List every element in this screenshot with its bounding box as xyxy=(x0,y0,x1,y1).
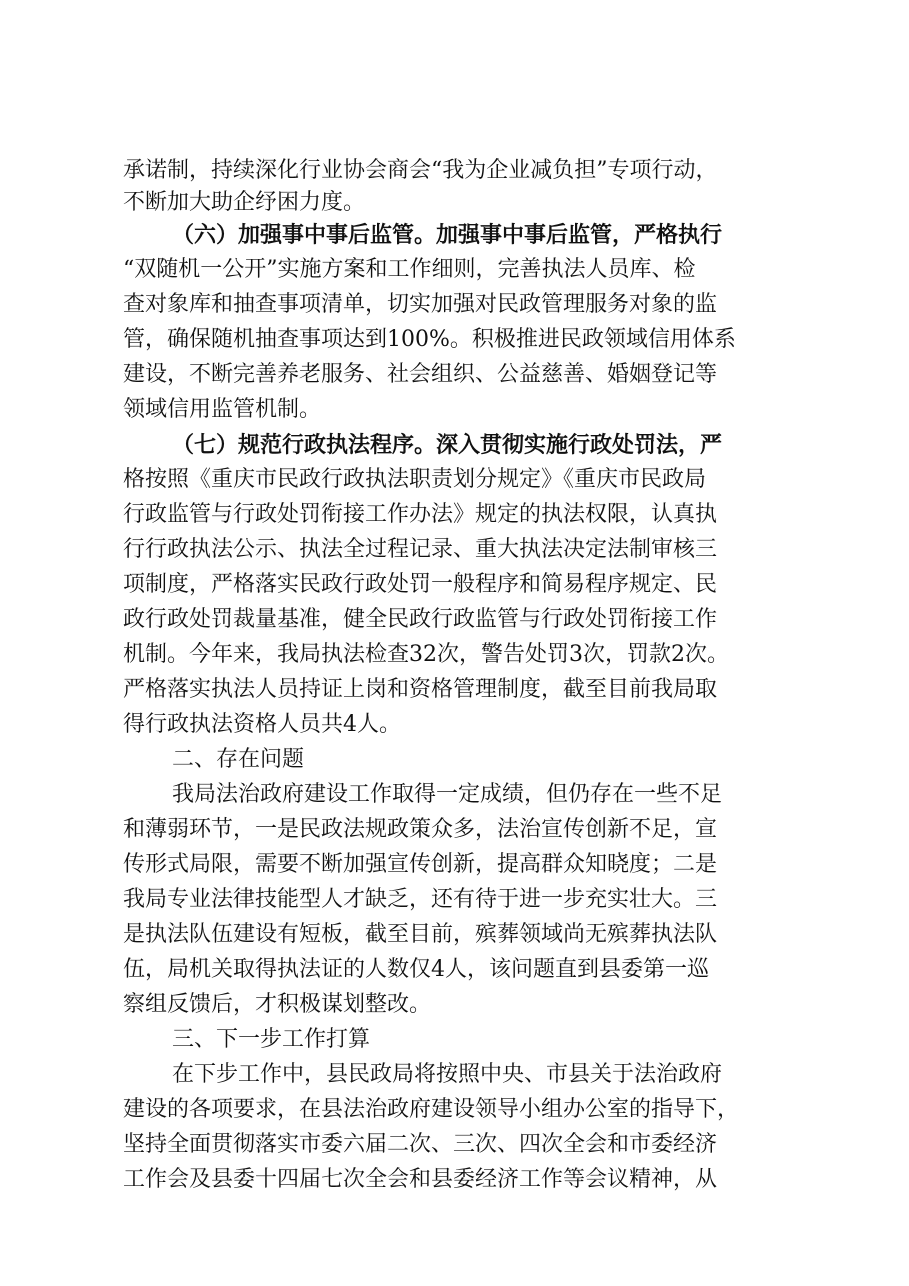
body-text-line: 管，确保随机抽查事项达到100%。积极推进民政领域信用体系 xyxy=(123,327,736,352)
body-text-line: 得行政执法资格人员共4人。 xyxy=(123,712,401,737)
body-text-line: 建设，不断完善养老服务、社会组织、公益慈善、婚姻登记等 xyxy=(123,362,718,387)
body-text-line: 坚持全面贯彻落实市委六届二次、三次、四次全会和市委经济 xyxy=(123,1132,718,1157)
body-text-line: 查对象库和抽查事项清单，切实加强对民政管理服务对象的监 xyxy=(123,292,718,317)
body-text-line: 我局法治政府建设工作取得一定成绩，但仍存在一些不足 xyxy=(172,782,723,807)
section-subheading-six: （六）加强事中事后监管。加强事中事后监管，严格执行 xyxy=(172,222,723,248)
body-text-line: 领域信用监管机制。 xyxy=(123,397,322,422)
body-text-line: 传形式局限，需要不断加强宣传创新，提高群众知晓度；二是 xyxy=(123,852,718,877)
body-text-line: 和薄弱环节，一是民政法规政策众多，法治宣传创新不足，宣 xyxy=(123,817,718,842)
body-text-line: 项制度，严格落实民政行政处罚一般程序和简易程序规定、民 xyxy=(123,572,718,597)
body-text-line: “双随机一公开”实施方案和工作细则，完善执法人员库、检 xyxy=(123,257,696,282)
body-text-line: 是执法队伍建设有短板，截至目前，殡葬领域尚无殡葬执法队 xyxy=(123,922,718,947)
body-text-line: 行行政执法公示、执法全过程记录、重大执法决定法制审核三 xyxy=(123,537,718,562)
body-text-line: 我局专业法律技能型人才缺乏，还有待于进一步充实壮大。三 xyxy=(123,887,718,912)
body-text-line: 严格落实执法人员持证上岗和资格管理制度，截至目前我局取 xyxy=(123,677,718,702)
body-text-line: 察组反馈后，才积极谋划整改。 xyxy=(123,992,432,1017)
section-subheading-seven: （七）规范行政执法程序。深入贯彻实施行政处罚法，严 xyxy=(172,432,723,458)
body-text-line: 承诺制，持续深化行业协会商会“我为企业减负担”专项行动， xyxy=(123,158,718,183)
section-heading-problems: 二、存在问题 xyxy=(172,747,305,772)
body-text-line: 伍，局机关取得执法证的人数仅4人，该问题直到县委第一巡 xyxy=(123,957,709,982)
body-text-line: 建设的各项要求，在县法治政府建设领导小组办公室的指导下， xyxy=(123,1097,740,1122)
body-text-line: 政行政处罚裁量基准，健全民政行政监管与行政处罚衔接工作 xyxy=(123,607,718,632)
body-text-line: 格按照《重庆市民政行政执法职责划分规定》《重庆市民政局 xyxy=(123,467,707,492)
body-text-line: 不断加大助企纾困力度。 xyxy=(123,190,366,215)
section-heading-next-steps: 三、下一步工作打算 xyxy=(172,1027,371,1052)
body-text-line: 在下步工作中，县民政局将按照中央、市县关于法治政府 xyxy=(172,1062,723,1087)
body-text-line: 机制。今年来，我局执法检查32次，警告处罚3次，罚款2次。 xyxy=(123,642,729,667)
body-text-line: 工作会及县委十四届七次全会和县委经济工作等会议精神，从 xyxy=(123,1167,718,1192)
body-text-line: 行政监管与行政处罚衔接工作办法》规定的执法权限，认真执 xyxy=(123,502,718,527)
